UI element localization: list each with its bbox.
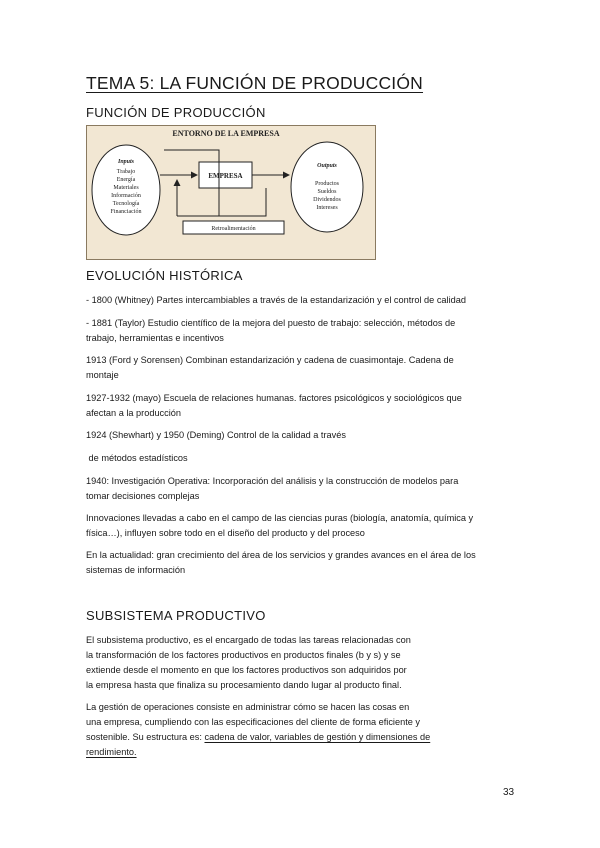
text-line: - 1881 (Taylor) Estudio científico de la mejora del puesto de trabajo: selección, métodos de <box>86 318 456 328</box>
text-line: extiende desde el momento en que los factores productivos son adquiridos por <box>86 665 407 675</box>
text-line: física…), influyen sobre todo en el diseño del producto y del proceso <box>86 528 365 538</box>
outputs-item: Intereses <box>316 205 338 211</box>
evolution-item <box>86 511 516 541</box>
diagram-header: ENTORNO DE LA EMPRESA <box>172 129 280 138</box>
text-line: 1940: Investigación Operativa: Incorporación del análisis y la construcción de modelos para <box>86 476 459 486</box>
outputs-item: Dividendos <box>313 197 341 203</box>
evolution-item <box>86 316 516 346</box>
text-line <box>86 745 516 760</box>
inputs-item: Trabajo <box>116 169 136 175</box>
text-line: La gestión de operaciones consiste en administrar cómo se hacen las cosas en <box>86 702 410 712</box>
text-line: una empresa, cumpliendo con las especificaciones del cliente de forma eficiente y <box>86 717 420 727</box>
inputs-item: Energía <box>116 177 136 183</box>
text-line: de métodos estadísticos <box>86 453 188 463</box>
production-function-diagram <box>86 125 376 260</box>
outputs-ellipse <box>291 142 363 232</box>
page-number: 33 <box>503 787 515 798</box>
text-line: En la actualidad: gran crecimiento del área de los servicios y grandes avances en el área de los <box>86 550 476 560</box>
inputs-item: Materiales <box>113 185 139 191</box>
outputs-title: Outputs <box>317 163 337 169</box>
text-line: tomar decisiones complejas <box>86 491 200 501</box>
evolution-item <box>86 293 516 308</box>
text-line: 1924 (Shewhart) y 1950 (Deming) Control de la calidad a través <box>86 430 346 440</box>
underlined-structure-text: cadena de valor, variables de gestión y dimensiones de <box>204 732 431 742</box>
outputs-item: Productos <box>315 181 339 187</box>
text-line: Innovaciones llevadas a cabo en el campo de las ciencias puras (biología, anatomía, química y <box>86 513 474 523</box>
text-line: El subsistema productivo, es el encargado de todas las tareas relacionadas con <box>86 635 411 645</box>
text-line: la empresa hasta que finaliza su procesamiento dando lugar al producto final. <box>86 680 402 690</box>
evolution-item <box>86 451 516 466</box>
evolution-item <box>86 353 516 383</box>
evolution-item <box>86 548 516 578</box>
text-line: trabajo, herramientas e incentivos <box>86 333 224 343</box>
subsistema-paragraph-2 <box>86 700 516 760</box>
section-heading-funcion: FUNCIÓN DE PRODUCCIÓN <box>86 105 266 120</box>
text-line: afectan a la producción <box>86 408 182 418</box>
section-heading-evolucion: EVOLUCIÓN HISTÓRICA <box>86 268 243 283</box>
outputs-item: Sueldos <box>317 189 337 195</box>
feedback-label: Retroalimentación <box>211 226 256 232</box>
page-title: TEMA 5: LA FUNCIÓN DE PRODUCCIÓN <box>86 73 424 93</box>
section-heading-subsistema: SUBSISTEMA PRODUCTIVO <box>86 608 266 623</box>
evolution-item <box>86 474 516 504</box>
empresa-label: EMPRESA <box>208 172 243 180</box>
text-line: - 1800 (Whitney) Partes intercambiables a través de la estandarización y el control de calidad <box>86 295 466 305</box>
evolution-item <box>86 428 516 443</box>
text-line <box>86 730 516 745</box>
inputs-item: Tecnología <box>112 201 140 207</box>
text-line: 1913 (Ford y Sorensen) Combinan estandarización y cadena de cuasimontaje. Cadena de <box>86 355 454 365</box>
text-line: sistemas de información <box>86 565 186 575</box>
inputs-item: Financiación <box>110 209 142 215</box>
text-span: sostenible. Su estructura es: <box>86 732 205 742</box>
subsistema-paragraph-1 <box>86 633 516 693</box>
inputs-title: Inputs <box>117 159 135 165</box>
text-line: la transformación de los factores productivos en productos finales (b y s) y se <box>86 650 401 660</box>
text-line: 1927-1932 (mayo) Escuela de relaciones humanas. factores psicológicos y sociológicos que <box>86 393 462 403</box>
evolution-item <box>86 391 516 421</box>
underlined-structure-text: rendimiento. <box>86 747 137 757</box>
text-line: montaje <box>86 370 119 380</box>
inputs-item: Información <box>111 193 141 199</box>
